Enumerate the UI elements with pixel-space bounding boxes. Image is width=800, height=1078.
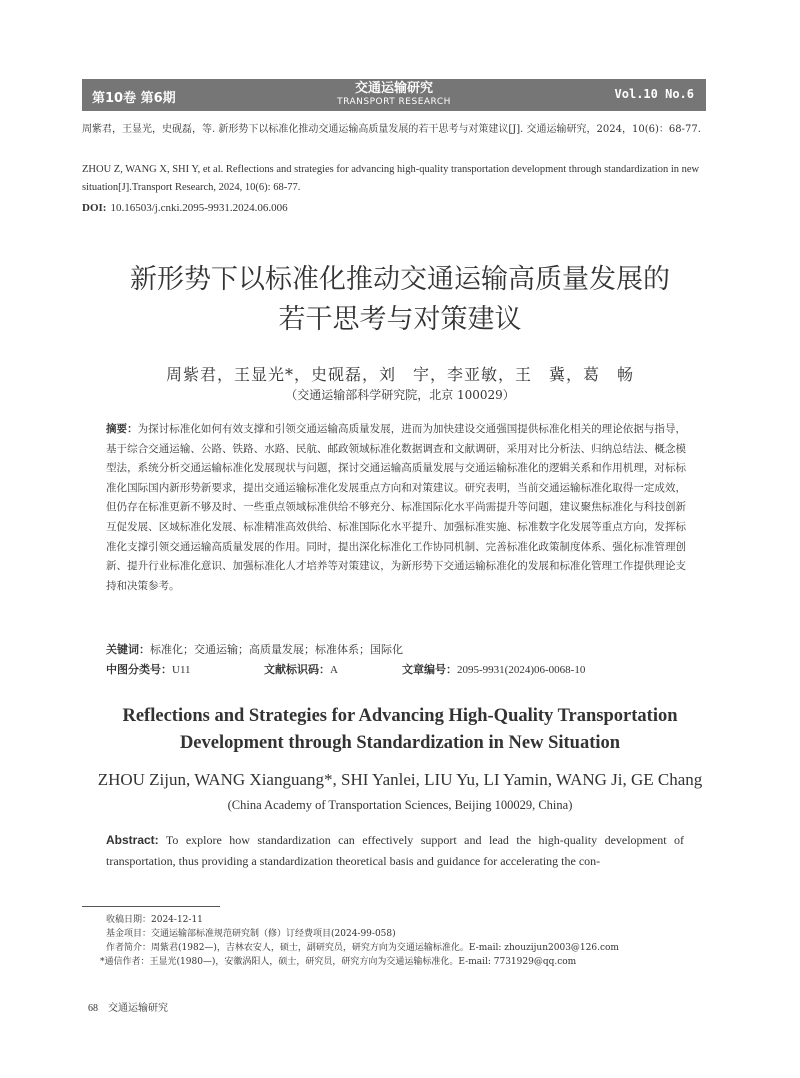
- journal-name-en: TRANSPORT RESEARCH: [337, 97, 451, 107]
- footnote-divider: [82, 906, 220, 907]
- abstract-en: [106, 830, 684, 872]
- abstract-cn: [106, 420, 686, 596]
- footnote-bio: 作者简介：周紫君(1982—)，吉林农安人，硕士，副研究员，研究方向为交通运输标准化。E-mail: zhouzijun2003@126.com: [106, 943, 619, 953]
- title-cn-line2: 若干思考与对策建议: [278, 304, 522, 335]
- vol-no: Vol.10 No.6: [614, 87, 694, 101]
- journal-name: [82, 81, 706, 108]
- citation-cn: 周紫君，王显光，史砚磊，等. 新形势下以标准化推动交通运输高质量发展的若干思考与对策建议[J]. 交通运输研究，2024，10(6)：68-77.: [82, 124, 701, 135]
- keywords: [106, 641, 403, 657]
- title-en-line1: Reflections and Strategies for Advancing High-Quality Transportation: [122, 706, 678, 726]
- authors-cn: 周紫君，王显光*，史砚磊，刘 宇，李亚敏，王 冀，葛 畅: [165, 365, 634, 384]
- authors-en: ZHOU Zijun, WANG Xianguang*, SHI Yanlei, LIU Yu, LI Yamin, WANG Ji, GE Chang: [97, 770, 703, 789]
- title-cn: [60, 260, 740, 340]
- title-cn-line1: 新形势下以标准化推动交通运输高质量发展的: [130, 264, 670, 295]
- abstract-en-label: Abstract:: [106, 833, 159, 847]
- page-footer: [88, 999, 168, 1014]
- doc-value: A: [330, 664, 338, 676]
- abstract-en-text: To explore how standardization can effectively support and lead the high-quality development of transportation, thus providing a standardization theoretical basis and guidance for accelerating the con-: [106, 833, 684, 868]
- abstract-cn-label: 摘要：: [106, 423, 138, 435]
- footer-journal: 交通运输研究: [108, 1003, 168, 1014]
- doi-label: DOI:: [82, 202, 107, 214]
- doc-label: 文献标识码：: [264, 663, 330, 676]
- doi-line: [82, 202, 288, 214]
- abstract-cn-text: 为探讨标准化如何有效支撑和引领交通运输高质量发展，进而为加快建设交通强国提供标准化相关的理论依据与指导，基于综合交通运输、公路、铁路、水路、民航、邮政领域标准化数据调查和文献调研，采用对比分析法、归纳总结法、概念模型法，系统分析交通运输标准化发展现状与问题，探讨交通运输高质量发展与交通运输标准化的逻辑关系和作用机理，对标标准化国际国内新形势新要求，提出交通运输标准化发展重点方向和对策建议。研究表明，当前交通运输标准化取得一定成效，但仍存在标准更新不够及时、一些重点领域标准供给不够充分、标准国际化水平尚需提升等问题，建议聚焦标准化与科技创新互促发展、区域标准化发展、标准精准高效供给、标准国际化水平提升、加强标准实施、标准数字化发展等重点方向，发挥标准化支撑引领交通运输高质量发展的作用。同时，提出深化标准化工作协同机制、完善标准化政策制度体系、强化标准管理创新、提升行业标准化意识、加强标准化人才培养等对策建议，为新形势下交通运输标准化的发展和标准化管理工作提供理论支持和决策参考。: [106, 423, 686, 592]
- article-value: 2095-9931(2024)06-0068-10: [457, 664, 586, 676]
- affiliation-en: (China Academy of Transportation Sciences, Beijing 100029, China): [227, 798, 573, 812]
- doi-link[interactable]: 10.16503/j.cnki.2095-9931.2024.06.006: [110, 202, 288, 214]
- footnote-fund: 基金项目：交通运输部标准规范研究制（修）订经费项目(2024-99-058): [106, 929, 396, 939]
- title-en: [60, 703, 740, 757]
- journal-header-bar: [82, 79, 706, 111]
- clc-value: U11: [172, 664, 191, 676]
- citation-en: ZHOU Z, WANG X, SHI Y, et al. Reflections and strategies for advancing high-quality transportation development through standardization in new situation[J].Transport Research, 2024, 10(6): 68-77.: [82, 164, 700, 193]
- footnote-received: 收稿日期：2024-12-11: [106, 915, 203, 925]
- footnote-corresponding: *通信作者：王显光(1980—)，安徽涡阳人，硕士，研究员，研究方向为交通运输标准化。E-mail: 7731929@qq.com: [100, 957, 577, 967]
- article-number: [402, 661, 585, 677]
- volume-issue: 第10卷 第6期: [92, 91, 176, 106]
- page-number: 68: [88, 1003, 98, 1014]
- keywords-text: 标准化；交通运输；高质量发展；标准体系；国际化: [150, 643, 403, 656]
- footnotes: [100, 913, 706, 969]
- clc-label: 中图分类号：: [106, 663, 172, 676]
- clc-number: [106, 661, 191, 677]
- affiliation-cn: （交通运输部科学研究院，北京 100029）: [285, 388, 515, 402]
- journal-name-cn: 交通运输研究: [354, 81, 433, 96]
- article-label: 文章编号：: [402, 663, 457, 676]
- title-en-line2: Development through Standardization in New Situation: [179, 733, 621, 753]
- keywords-label: 关键词：: [106, 643, 150, 656]
- document-code: [264, 661, 338, 677]
